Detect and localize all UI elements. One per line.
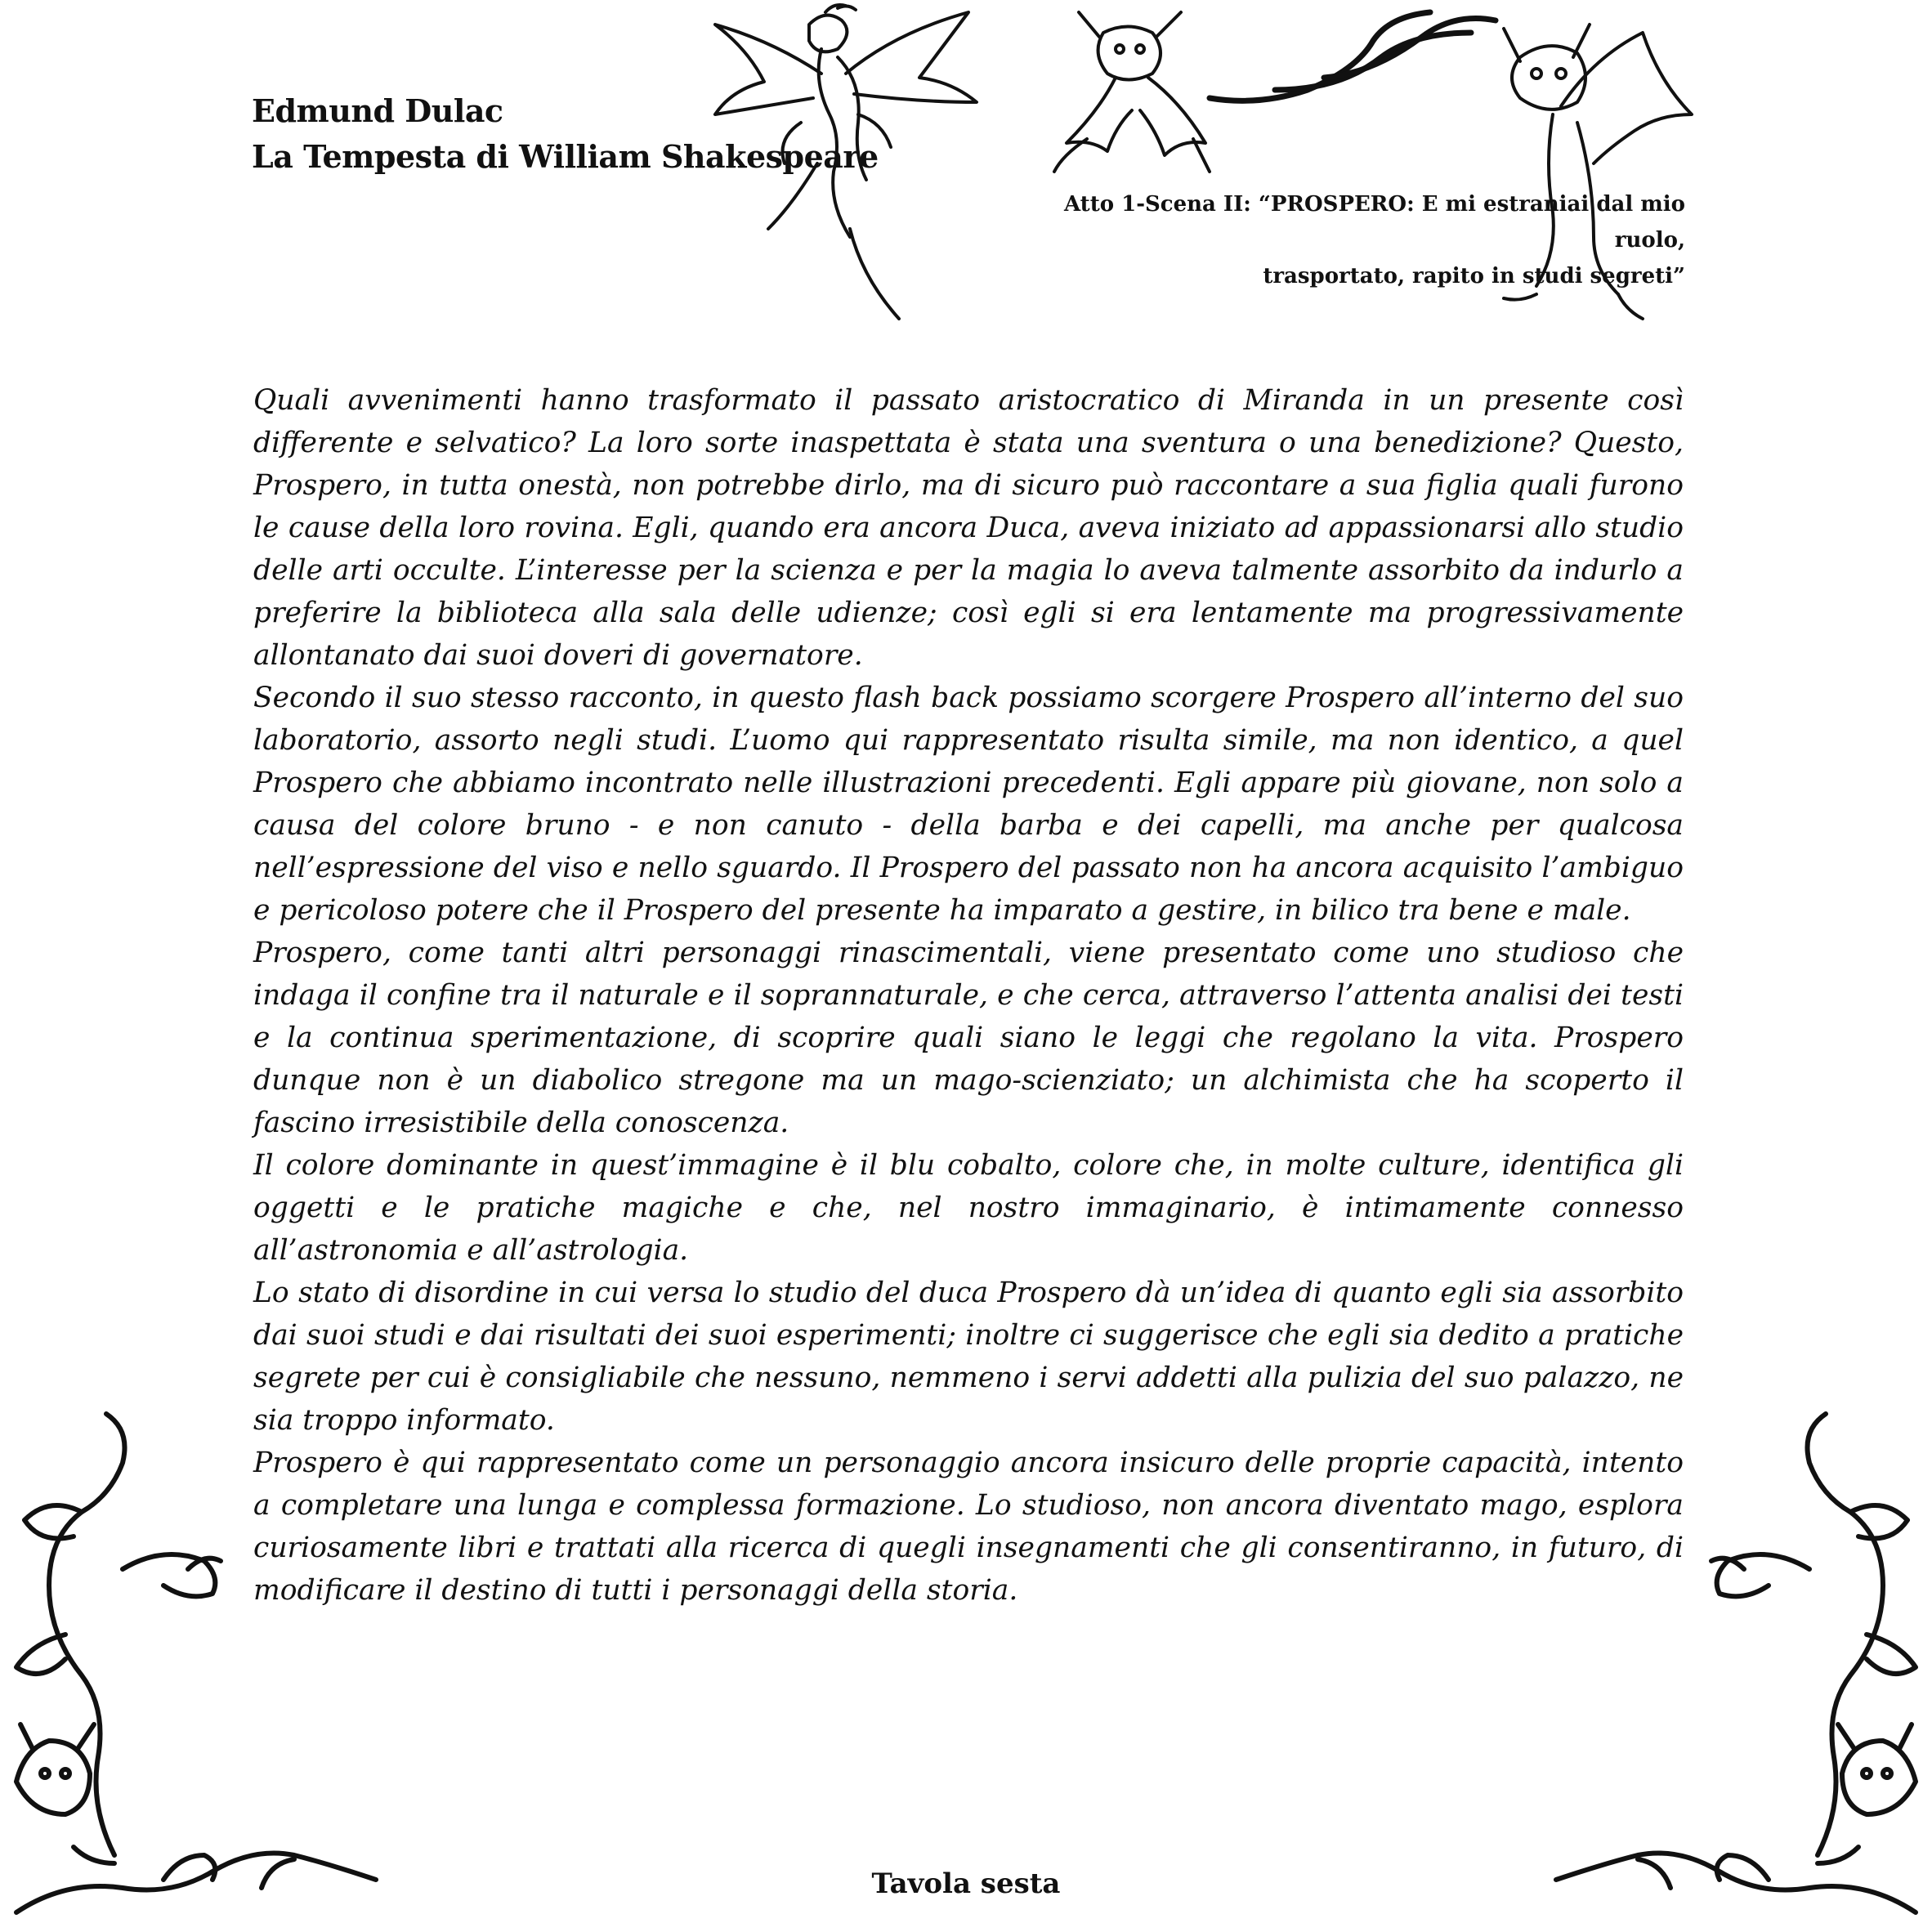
paragraph: Secondo il suo stesso racconto, in questo flash back possiamo scorgere Prospero all’interno del suo laboratorio, assorto negli studi. L’uomo qui rappresentato risulta simile, ma non identico, a quel Prospero che abbiamo incontrato nelle illustrazioni precedenti. Egli appare più giovane, non solo a causa del colore bruno - e non canuto - della barba e dei capelli, ma anche per qualcosa nell’espressione del viso e nello sguardo. Il Prospero del passato non ha ancora acquisito l’ambiguo e pericoloso potere che il Prospero del presente ha imparato a gestire, in bilico tra bene e male. [253, 682, 1684, 927]
smoke-trail-icon [1210, 12, 1496, 101]
paragraph: Prospero, come tanti altri personaggi rinascimentali, viene presentato come uno studioso che indaga il confine tra il naturale e il soprannaturale, e che cerca, attraverso l’attenta analisi dei testi e la continua sperimentazione, di scoprire quali siano le leggi che regolano la vita. Prospero dunque non è un diabolico stregone ma un mago-scienziato; un alchimista che ha scoperto il fascino irresistibile della conoscenza. [253, 937, 1684, 1139]
plate-title: Tavola sesta [871, 1867, 1061, 1900]
caption-line-1: Atto 1-Scena II: “PROSPERO: E mi estraniai dal mio ruolo, [1063, 192, 1685, 253]
caption-line-2: trasportato, rapito in studi segreti” [1263, 264, 1685, 288]
author-name: Edmund Dulac [252, 92, 503, 129]
document-header [252, 88, 879, 180]
paragraph: Lo stato di disordine in cui versa lo studio del duca Prospero dà un’idea di quanto egli sia assorbito dai suoi studi e dai risultati dei suoi esperimenti; inoltre ci suggerisce che egli sia dedito a pratiche segrete per cui è consigliabile che nessuno, nemmeno i servi addetti alla pulizia del suo palazzo, ne sia troppo informato. [253, 1277, 1684, 1437]
paragraph: Il colore dominante in quest’immagine è il blu cobalto, colore che, in molte culture, identifica gli oggetti e le pratiche magiche e che, nel nostro immaginario, è intimamente connesso all’astronomia e all’astrologia. [253, 1149, 1684, 1267]
paragraph: Quali avvenimenti hanno trasformato il passato aristocratico di Miranda in un presente così differente e selvatico? La loro sorte inaspettata è stata una sventura o una benedizione? Questo, Prospero, in tutta onestà, non potrebbe dirlo, ma di sicuro può raccontare a sua figlia quali furono le cause della loro rovina. Egli, quando era ancora Duca, aveva iniziato ad appassionarsi allo studio delle arti occulte. L’interesse per la scienza e per la magia lo aveva talmente assorbito da indurlo a preferire la biblioteca alla sala delle udienze; così egli si era lentamente ma progressivamente allontanato dai suoi doveri di governatore. [253, 384, 1684, 672]
work-title: La Tempesta di William Shakespeare [252, 138, 879, 175]
body-text [253, 379, 1684, 1612]
paragraph: Prospero è qui rappresentato come un personaggio ancora insicuro delle proprie capacità, intento a completare una lunga e complessa formazione. Lo studioso, non ancora diventato mago, esplora curiosamente libri e trattati alla ricerca di quegli insegnamenti che gli consentiranno, in futuro, di modificare il destino di tutti i personaggi della storia. [253, 1447, 1684, 1607]
imp-icon [1054, 12, 1210, 172]
illustration-caption [1048, 186, 1685, 294]
